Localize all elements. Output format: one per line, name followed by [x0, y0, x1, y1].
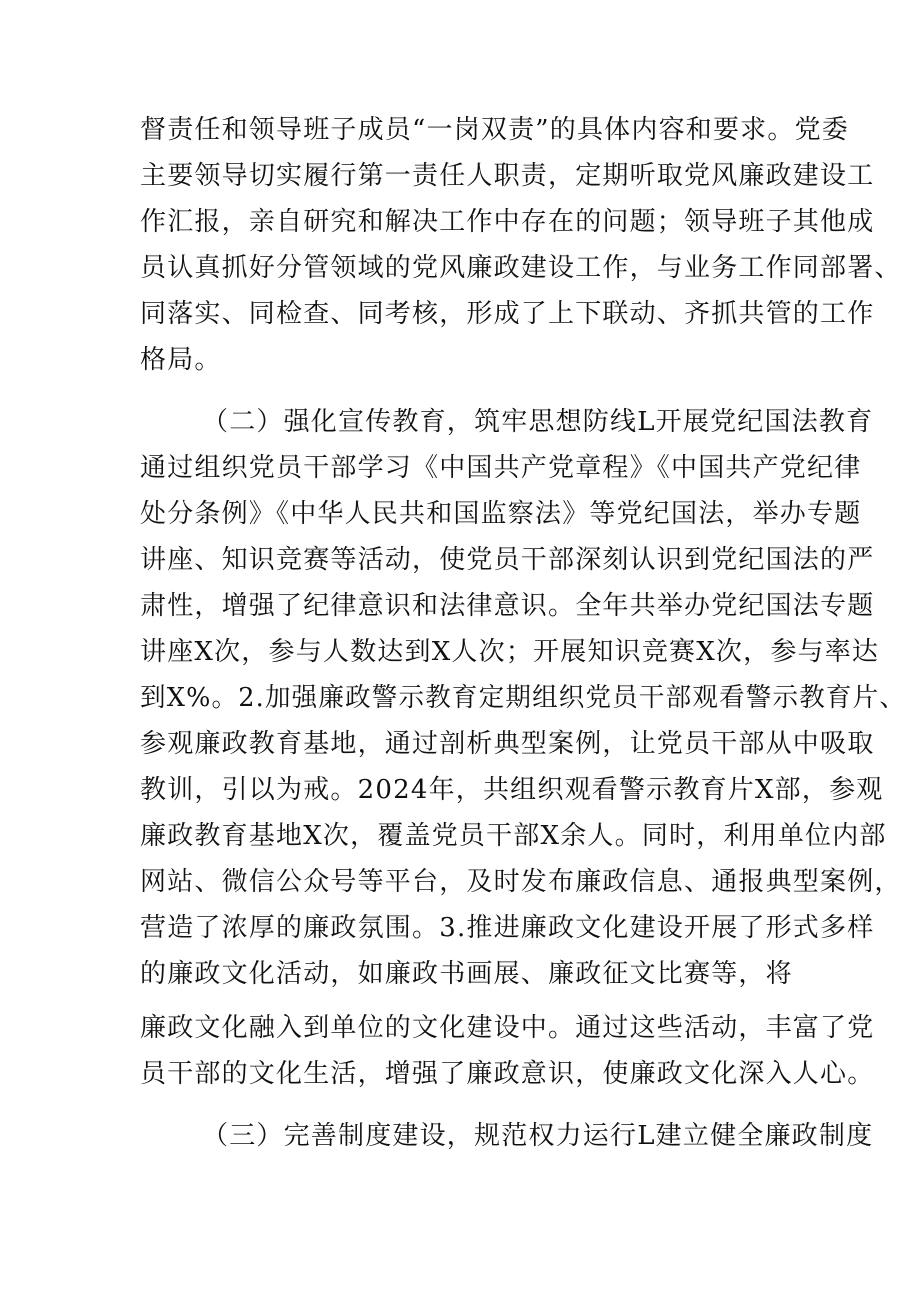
text-line: 作汇报，亲自研究和解决工作中存在的问题；领导班子其他成: [140, 207, 875, 237]
section-heading: （三）完善制度建设，规范权力运行L建立健全廉政制度: [202, 1121, 874, 1151]
section-heading: （二）强化宣传教育，筑牢思想防线L开展党纪国法教育: [202, 407, 874, 437]
text-line: 的廉政文化活动，如廉政书画展、廉政征文比赛等，将: [140, 959, 793, 989]
text-line: 营造了浓厚的廉政氛围。3.推进廉政文化建设开展了形式多样: [140, 913, 875, 943]
text-line: 员认真抓好分管领域的党风廉政建设工作，与业务工作同部署、: [140, 253, 902, 283]
text-line: 廉政文化融入到单位的文化建设中。通过这些活动，丰富了党: [140, 1013, 875, 1043]
text-line: 参观廉政教育基地，通过剖析典型案例，让党员干部从中吸取: [140, 729, 875, 759]
text-line: 员干部的文化生活，增强了廉政意识，使廉政文化深入人心。: [140, 1059, 875, 1089]
text-line: 讲座X次，参与人数达到X人次；开展知识竞赛X次，参与率达: [140, 637, 880, 667]
text-line: 格局。: [140, 345, 222, 375]
text-line: 主要领导切实履行第一责任人职责，定期听取党风廉政建设工: [140, 161, 875, 191]
text-line: 同落实、同检查、同考核，形成了上下联动、齐抓共管的工作: [140, 299, 875, 329]
text-line: 肃性，增强了纪律意识和法律意识。全年共举办党纪国法专题: [140, 591, 875, 621]
text-line: 教训，引以为戒。2024年，共组织观看警示教育片X部，参观: [140, 775, 884, 805]
text-line: 通过组织党员干部学习《中国共产党章程》《中国共产党纪律: [140, 453, 862, 483]
text-line: 到X%。2.加强廉政警示教育定期组织党员干部观看警示教育片、: [140, 683, 907, 713]
text-line: 网站、微信公众号等平台，及时发布廉政信息、通报典型案例，: [140, 867, 902, 897]
text-line: 讲座、知识竞赛等活动，使党员干部深刻认识到党纪国法的严: [140, 545, 875, 575]
text-line: 处分条例》《中华人民共和国监察法》等党纪国法，举办专题: [140, 499, 862, 529]
text-line: 督责任和领导班子成员“一岗双责”的具体内容和要求。党委: [140, 115, 849, 145]
text-line: 廉政教育基地X次，覆盖党员干部X余人。同时，利用单位内部: [140, 821, 887, 851]
